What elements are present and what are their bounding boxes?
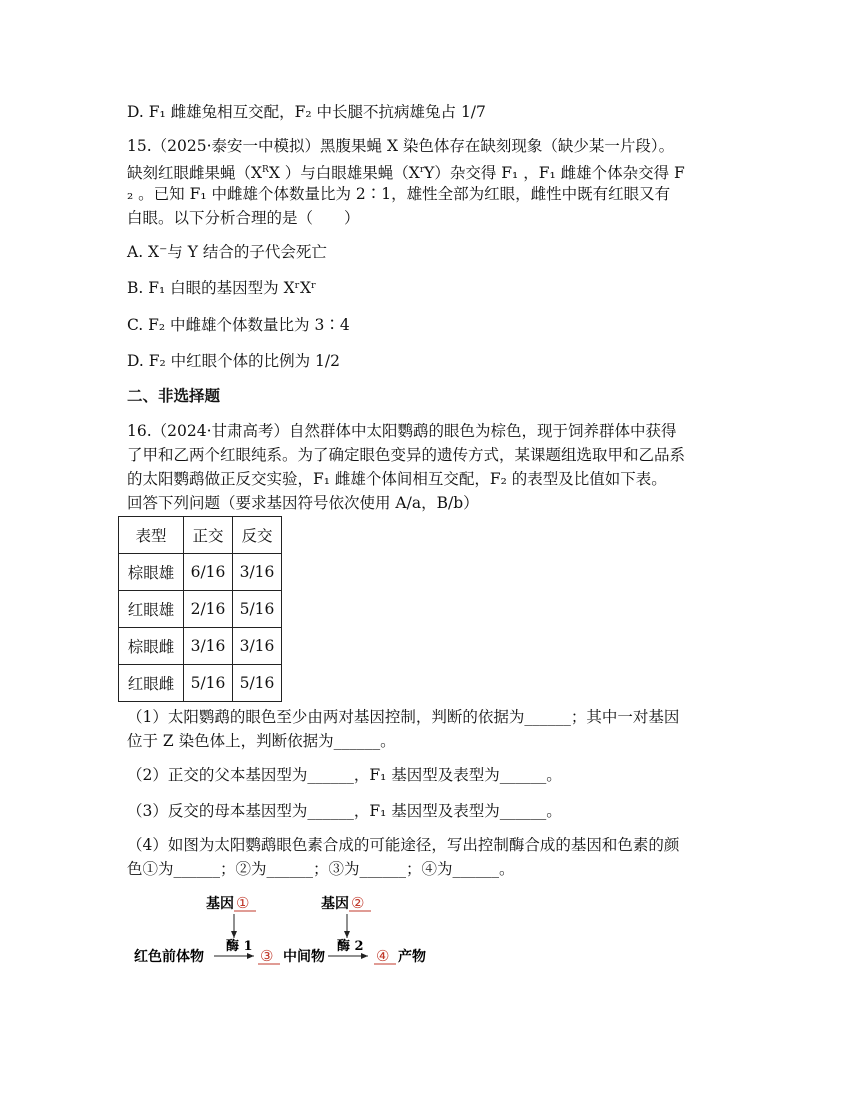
mark3: ③ xyxy=(260,947,274,965)
intermediate-label: 中间物 xyxy=(283,949,325,965)
table-cell: 6/16 xyxy=(184,554,233,591)
table-header-cell: 表型 xyxy=(119,517,184,554)
section-title: 二、非选择题 xyxy=(127,387,221,405)
gene1-label: 基因 xyxy=(206,896,234,912)
product-label: 产物 xyxy=(398,949,426,965)
table-cell: 5/16 xyxy=(184,665,233,702)
gene2-mark: ② xyxy=(351,894,365,912)
table-row xyxy=(119,591,282,628)
q15-stem-line4: 白眼。以下分析合理的是（ ） xyxy=(127,209,360,227)
q16-stem-line2: 了甲和乙两个红眼纯系。为了确定眼色变异的遗传方式，某课题组选取甲和乙品系 xyxy=(127,446,686,464)
enzyme2-label: 酶 2 xyxy=(337,939,364,954)
table-header-cell: 反交 xyxy=(233,517,282,554)
table-cell: 3/16 xyxy=(233,628,282,665)
q15-option-b: B. F₁ 白眼的基因型为 XʳXʳ xyxy=(127,279,317,297)
q16-stem-line3: 的太阳鹦鹉做正反交实验，F₁ 雌雄个体间相互交配，F₂ 的表型及比值如下表。 xyxy=(127,470,667,488)
table-cell: 3/16 xyxy=(233,554,282,591)
table-cell: 2/16 xyxy=(184,591,233,628)
q16-sub4-line1: （4）如图为太阳鹦鹉眼色素合成的可能途径，写出控制酶合成的基因和色素的颜 xyxy=(127,836,680,854)
table-header-cell: 正交 xyxy=(184,517,233,554)
q16-sub1-line2: 位于 Z 染色体上，判断依据为______。 xyxy=(127,732,396,750)
gene1-mark: ① xyxy=(236,894,250,912)
q14-option-d: D. F₁ 雌雄兔相互交配，F₂ 中长腿不抗病雄兔占 1/7 xyxy=(127,103,486,121)
q16-stem-line4: 回答下列问题（要求基因符号依次使用 A/a，B/b） xyxy=(127,494,479,512)
q15-stem-line1: 15.（2025·泰安一中模拟）黑腹果蝇 X 染色体存在缺刻现象（缺少某一片段）。 xyxy=(127,137,675,155)
q16-sub3: （3）反交的母本基因型为______，F₁ 基因型及表型为______。 xyxy=(127,802,562,820)
q15-option-a: A. X⁻与 Y 结合的子代会死亡 xyxy=(127,243,327,261)
table-row xyxy=(119,554,282,591)
table-cell: 棕眼雄 xyxy=(119,554,184,591)
q16-sub2: （2）正交的父本基因型为______，F₁ 基因型及表型为______。 xyxy=(127,766,562,784)
precursor-label: 红色前体物 xyxy=(134,949,204,965)
table-cell: 红眼雌 xyxy=(119,665,184,702)
pigment-pathway-diagram xyxy=(130,890,470,980)
table-cell: 棕眼雌 xyxy=(119,628,184,665)
q15-stem-line2: 缺刻红眼雌果蝇（$X^RX$ ）与白眼雄果蝇$(X^rY)$杂交得 F₁ ，F₁ 雌雄个体杂交得 F xyxy=(127,164,685,183)
table-cell: 3/16 xyxy=(184,628,233,665)
table-cell: 红眼雄 xyxy=(119,591,184,628)
q15-stem-line3: ₂ 。已知 F₁ 中雌雄个体数量比为 2∶1，雄性全部为红眼，雌性中既有红眼又有 xyxy=(127,185,671,203)
table-cell: 5/16 xyxy=(233,591,282,628)
table-cell: 5/16 xyxy=(233,665,282,702)
q16-stem-line1: 16.（2024·甘肃高考）自然群体中太阳鹦鹉的眼色为棕色，现于饲养群体中获得 xyxy=(127,422,677,440)
q16-sub4-line2: 色①为______；②为______；③为______；④为______。 xyxy=(127,860,515,878)
q15-option-d: D. F₂ 中红眼个体的比例为 1/2 xyxy=(127,352,340,370)
q15-option-c: C. F₂ 中雌雄个体数量比为 3∶4 xyxy=(127,316,350,334)
mark4: ④ xyxy=(376,947,390,965)
phenotype-table xyxy=(118,516,282,702)
table-header-row xyxy=(119,517,282,554)
table-row xyxy=(119,628,282,665)
q16-sub1-line1: （1）太阳鹦鹉的眼色至少由两对基因控制，判断的依据为______；其中一对基因 xyxy=(127,708,680,726)
enzyme1-label: 酶 1 xyxy=(226,939,253,954)
gene2-label: 基因 xyxy=(321,896,349,912)
table-row xyxy=(119,665,282,702)
